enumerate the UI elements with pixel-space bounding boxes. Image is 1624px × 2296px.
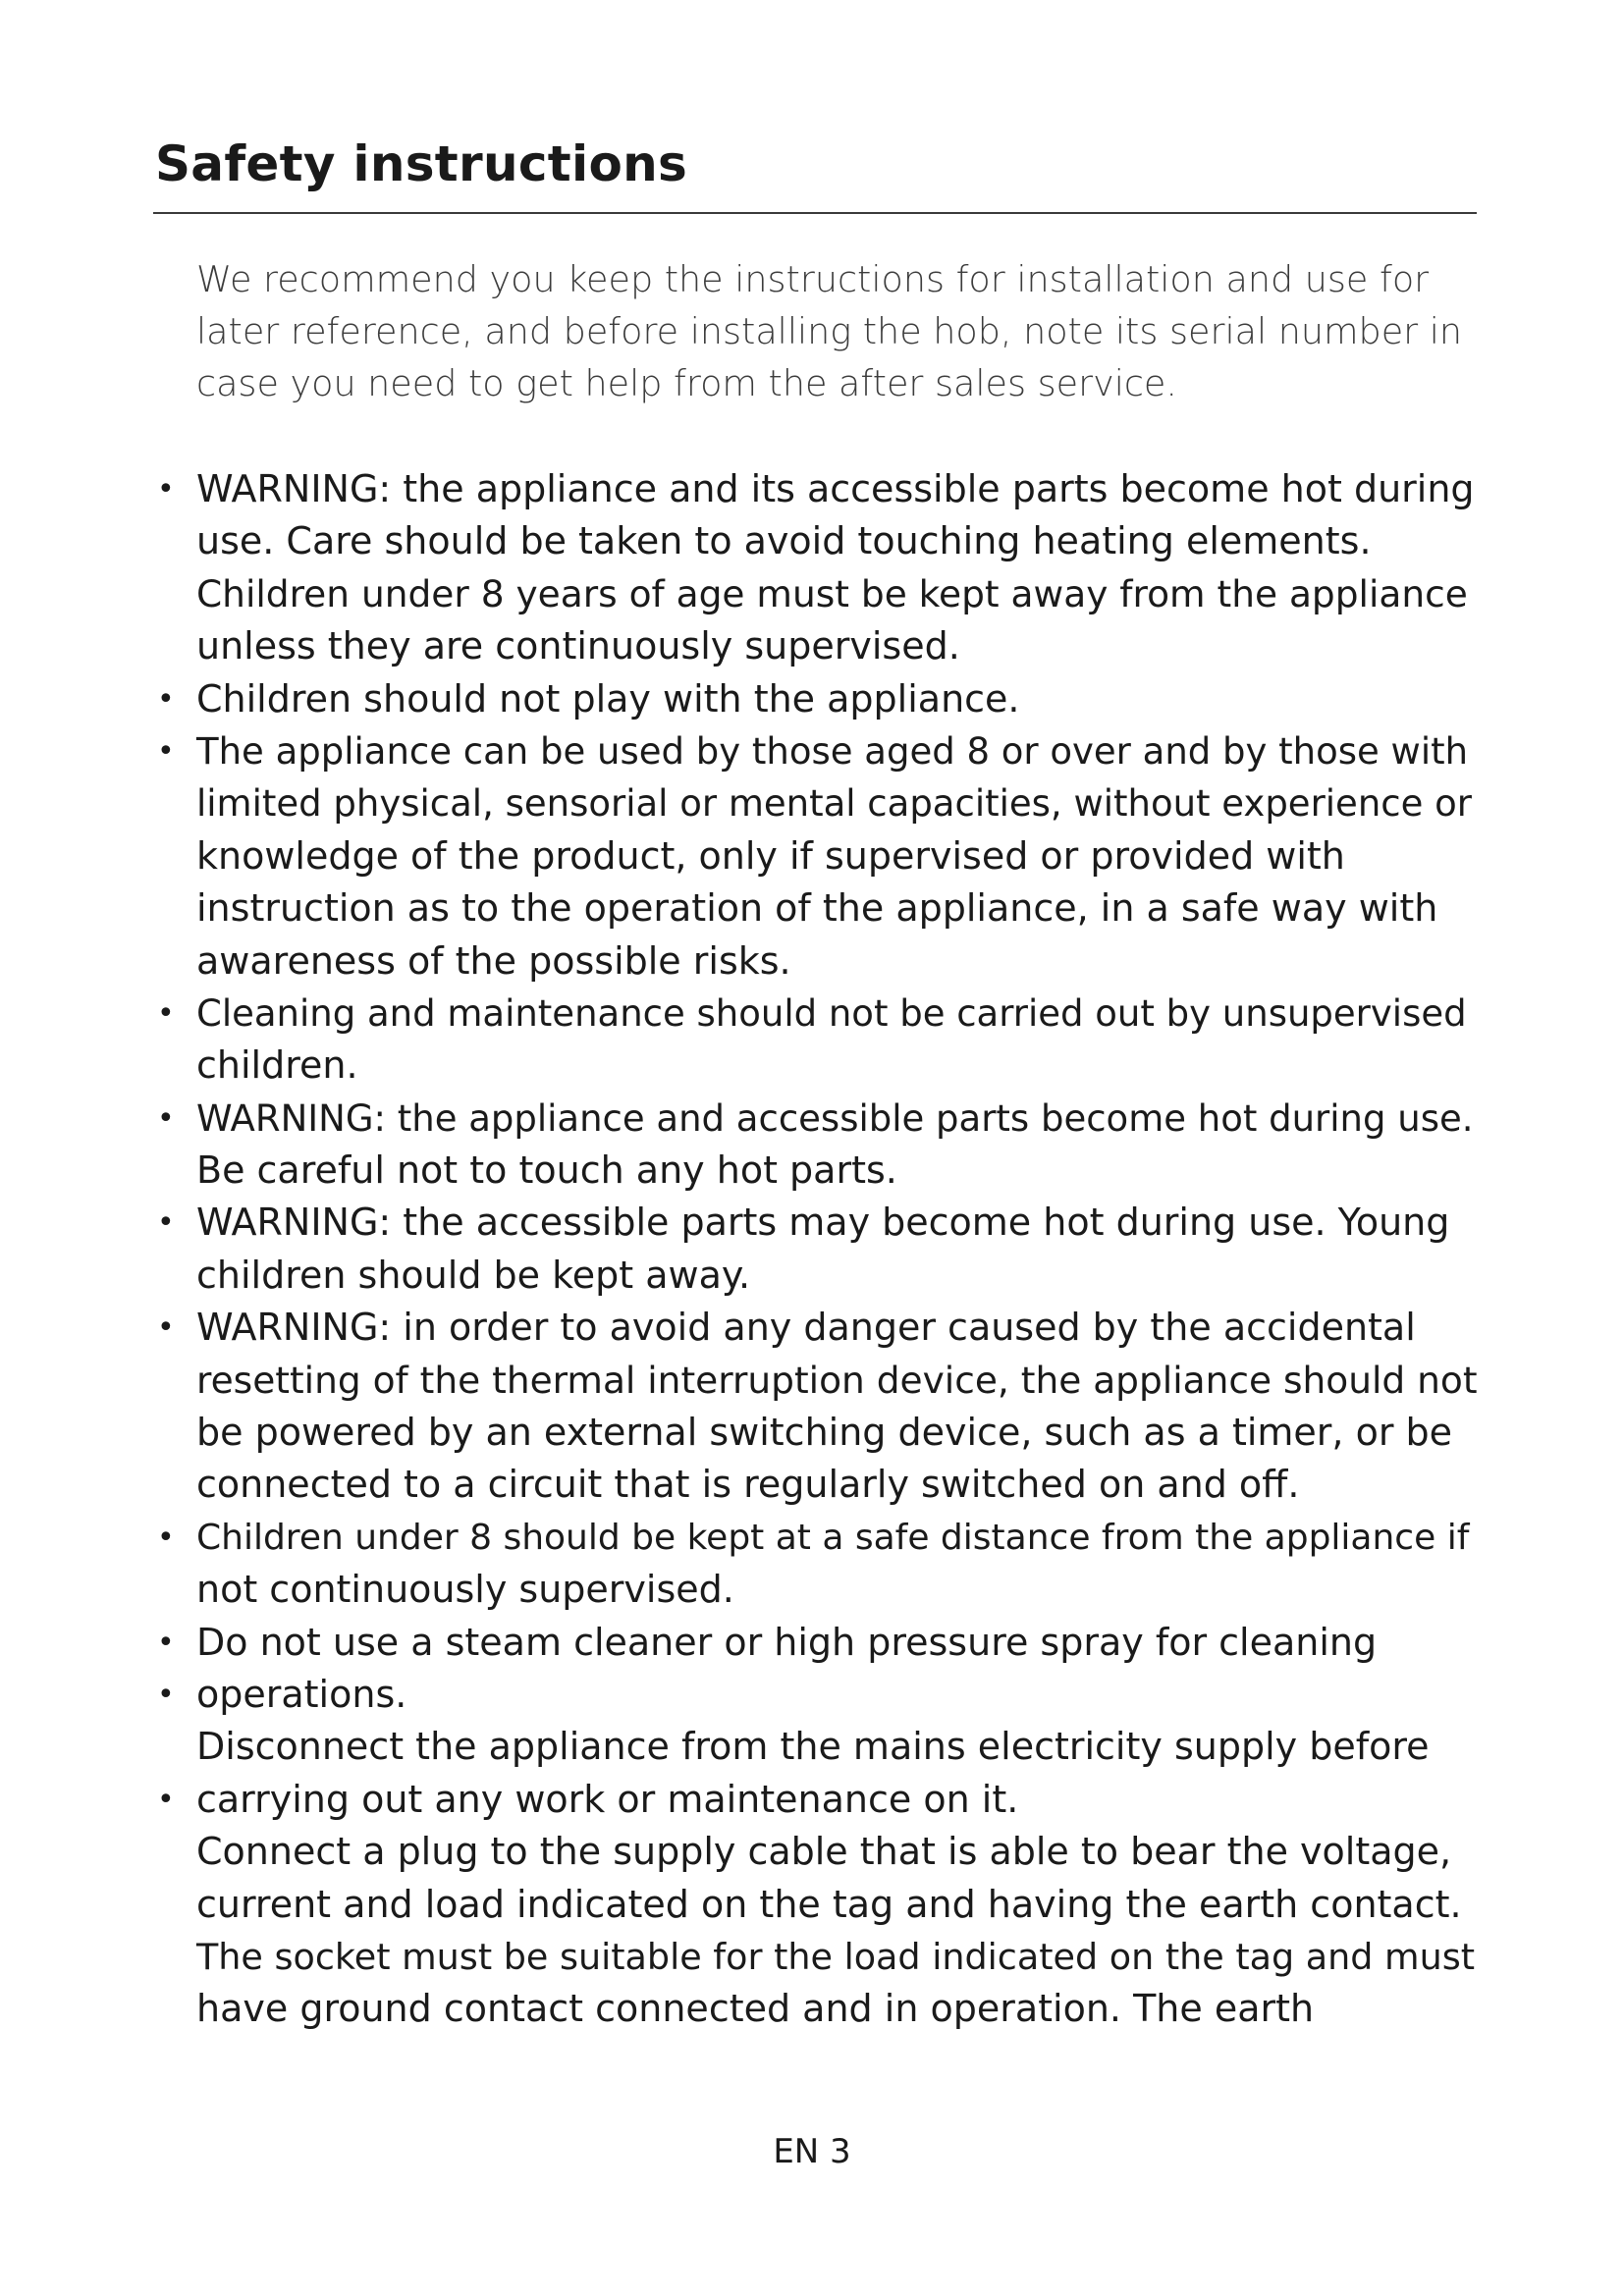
bullet-line-text: Be careful not to touch any hot parts.: [196, 1148, 897, 1193]
bullet-dot-icon: •: [157, 1100, 175, 1136]
bullet-line-text: children.: [196, 1043, 358, 1088]
bullet-line-text: Disconnect the appliance from the mains electricity supply before: [196, 1725, 1430, 1769]
bullet-dot-icon: •: [157, 1310, 175, 1346]
bullet-line: [0, 1355, 1624, 1407]
bullet-line-text: unless they are continuously supervised.: [196, 624, 960, 668]
bullet-line-text: WARNING: the appliance and its accessible parts become hot during: [196, 467, 1475, 510]
bullet-line: [0, 1617, 1624, 1669]
bullet-line: [0, 620, 1624, 672]
bullet-dot-icon: •: [157, 1205, 175, 1241]
bullet-line-text: operations.: [196, 1672, 407, 1716]
bullet-line-text: instruction as to the operation of the appliance, in a safe way with: [196, 886, 1438, 931]
bullet-line: [0, 1459, 1624, 1511]
bullet-line-text: connected to a circuit that is regularly switched on and off.: [196, 1463, 1300, 1507]
bullet-line: [0, 1983, 1624, 2035]
bullet-dot-icon: •: [157, 681, 175, 717]
bullet-line: [0, 1093, 1624, 1145]
page-number: EN 3: [773, 2132, 851, 2171]
bullet-line-text: Cleaning and maintenance should not be carried out by unsupervised: [196, 991, 1467, 1035]
safety-bullet-list: [0, 463, 1624, 2036]
bullet-line: [0, 1721, 1624, 1773]
bullet-line: [0, 830, 1624, 882]
bullet-line-text: limited physical, sensorial or mental capacities, without experience or: [196, 782, 1472, 826]
bullet-line: [0, 882, 1624, 934]
title-divider: [153, 212, 1477, 214]
bullet-line-text: resetting of the thermal interruption device, the appliance should not: [196, 1358, 1478, 1402]
bullet-dot-icon: •: [157, 472, 175, 507]
bullet-dot-icon: •: [157, 1782, 175, 1817]
bullet-line: [0, 568, 1624, 620]
bullet-line: [0, 725, 1624, 777]
bullet-line-text: knowledge of the product, only if supervised or provided with: [196, 833, 1345, 878]
page-title: Safety instructions: [155, 135, 688, 192]
bullet-line-text: have ground contact connected and in operation. The earth: [196, 1987, 1315, 2031]
bullet-line-text: The appliance can be used by those aged 8 or over and by those with: [196, 729, 1469, 773]
bullet-line-text: children should be kept away.: [196, 1253, 751, 1297]
intro-paragraph: We recommend you keep the instructions for installation and use for later reference, and before installing the hob, note its serial number in case you need to get help from the after sales service.: [196, 258, 1463, 404]
bullet-line: [0, 1197, 1624, 1249]
bullet-line-text: Children under 8 years of age must be kept away from the appliance: [196, 571, 1468, 615]
bullet-line-text: carrying out any work or maintenance on it.: [196, 1777, 1019, 1821]
bullet-line: [0, 1669, 1624, 1721]
bullet-line-text: WARNING: the appliance and accessible parts become hot during use.: [196, 1096, 1474, 1140]
bullet-line-text: be powered by an external switching device, such as a timer, or be: [196, 1411, 1453, 1455]
bullet-line: [0, 1040, 1624, 1092]
bullet-dot-icon: •: [157, 1520, 175, 1555]
bullet-line-text: Children should not play with the appliance.: [196, 676, 1020, 721]
bullet-line: [0, 1512, 1624, 1564]
bullet-line: [0, 935, 1624, 988]
bullet-line: [0, 1145, 1624, 1197]
bullet-line: [0, 463, 1624, 515]
bullet-line: [0, 1407, 1624, 1459]
bullet-line-text: The socket must be suitable for the load indicated on the tag and must: [196, 1935, 1476, 1978]
bullet-dot-icon: •: [157, 995, 175, 1031]
bullet-line: [0, 515, 1624, 567]
bullet-line-text: current and load indicated on the tag and having the earth contact.: [196, 1882, 1462, 1926]
bullet-line-text: not continuously supervised.: [196, 1568, 734, 1612]
bullet-line: [0, 1826, 1624, 1878]
bullet-line: [0, 1564, 1624, 1616]
bullet-line: [0, 673, 1624, 725]
bullet-line-text: Connect a plug to the supply cable that is able to bear the voltage,: [196, 1830, 1452, 1874]
bullet-dot-icon: •: [157, 733, 175, 769]
bullet-line: [0, 988, 1624, 1040]
bullet-dot-icon: •: [157, 1625, 175, 1660]
bullet-line-text: awareness of the possible risks.: [196, 938, 791, 983]
bullet-line: [0, 1879, 1624, 1931]
bullet-line-text: use. Care should be taken to avoid touching heating elements.: [196, 519, 1372, 563]
bullet-line: [0, 1774, 1624, 1826]
bullet-line-text: WARNING: in order to avoid any danger caused by the accidental: [196, 1306, 1416, 1350]
bullet-line-text: Children under 8 should be kept at a safe distance from the appliance if: [196, 1517, 1470, 1558]
bullet-line: [0, 1302, 1624, 1354]
bullet-line-text: Do not use a steam cleaner or high pressure spray for cleaning: [196, 1620, 1378, 1664]
bullet-line: [0, 1250, 1624, 1302]
bullet-line: [0, 777, 1624, 829]
bullet-line-text: WARNING: the accessible parts may become hot during use. Young: [196, 1201, 1450, 1245]
bullet-line: [0, 1931, 1624, 1983]
bullet-dot-icon: •: [157, 1677, 175, 1712]
